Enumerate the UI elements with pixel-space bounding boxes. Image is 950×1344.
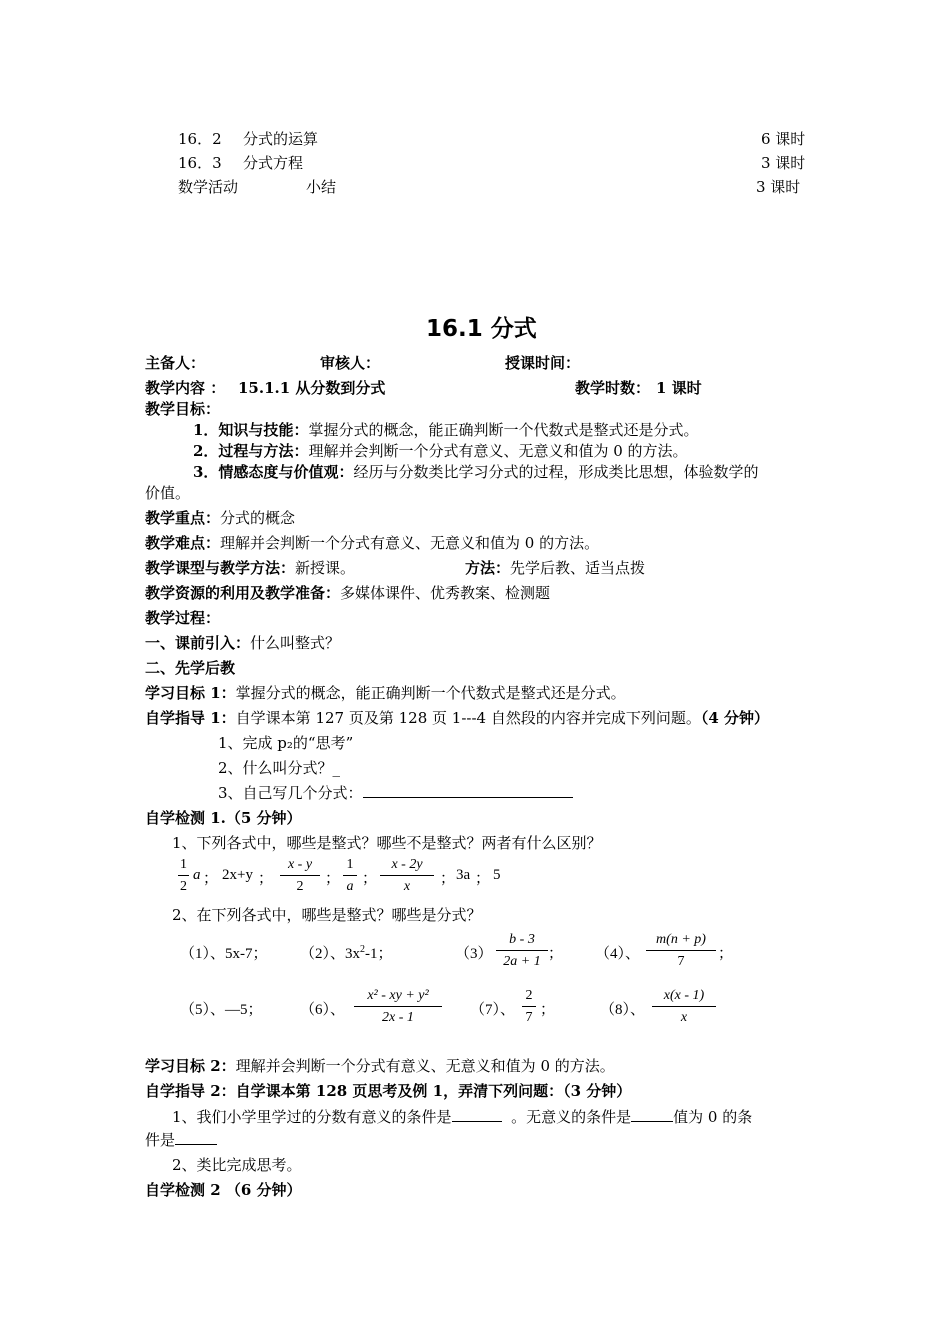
expr-sep: ； — [475, 871, 491, 887]
guide-2-item-1-b: 。无意义的条件是 — [511, 1108, 632, 1126]
difficulty-text: 理解并会判断一个分式有意义、无意义和值为 0 的方法。 — [220, 534, 600, 552]
fraction-denominator: 2 — [296, 879, 304, 894]
toc-hours: 6 课时 — [761, 130, 806, 148]
goal-3 — [193, 461, 758, 482]
fraction-numerator: x(x - 1) — [663, 988, 705, 1003]
q2-item-2-exp: 2 — [360, 944, 366, 955]
guide-2-item-1-cont — [145, 1129, 217, 1150]
hours-label: 教学时数： — [575, 379, 651, 397]
fraction-denominator: x — [680, 1010, 688, 1025]
expr-var: a — [193, 867, 201, 883]
guide-1-item-text: 3、自己写几个分式： — [218, 784, 363, 802]
guide-1-item — [218, 782, 573, 803]
answer-blank[interactable] — [631, 1107, 673, 1122]
goal-2-label: 2．过程与方法： — [193, 442, 309, 460]
fraction — [522, 987, 536, 1027]
fraction-bar — [496, 950, 548, 951]
toc-num: 16．3 — [178, 154, 222, 172]
fraction-denominator: 2a + 1 — [503, 954, 541, 969]
fraction — [178, 856, 189, 896]
preparer-label: 主备人： — [145, 354, 206, 372]
goal-3-cont: 价值。 — [145, 484, 191, 502]
resources-text: 多媒体课件、优秀教案、检测题 — [340, 584, 551, 602]
study-goal-2-label: 学习目标 2： — [145, 1057, 236, 1075]
section-title: 16.1 分式 — [426, 316, 537, 342]
goal-1-text: 掌握分式的概念，能正确判断一个代数式是整式还是分式。 — [308, 421, 699, 439]
expr-sep: ； — [548, 946, 564, 962]
guide-2-item-1-d: 件是 — [145, 1131, 176, 1149]
method — [465, 557, 645, 578]
guide-2-item-1-c: 值为 0 的条 — [673, 1108, 753, 1126]
goals-label: 教学目标： — [145, 400, 221, 418]
check-1-heading: 自学检测 1.（5 分钟） — [145, 809, 302, 827]
key-point-label: 教学重点： — [145, 509, 221, 527]
goal-1 — [193, 419, 698, 440]
fraction-bar — [522, 1006, 536, 1007]
goal-2 — [193, 440, 688, 461]
fraction — [496, 931, 548, 971]
key-point-text: 分式的概念 — [220, 509, 296, 527]
answer-blank[interactable] — [175, 1130, 217, 1145]
toc-num: 16．2 — [178, 130, 222, 148]
fraction-denominator: a — [346, 879, 354, 894]
fraction-bar — [354, 1006, 442, 1007]
toc-hours: 3 课时 — [761, 154, 806, 172]
q2-item-2 — [300, 942, 393, 963]
expr-3a: 3a — [456, 867, 471, 883]
q2-item-4-label: （4）、 — [595, 946, 641, 962]
fraction-numerator: b - 3 — [509, 932, 535, 947]
fraction-denominator: 7 — [525, 1010, 533, 1025]
content-label: 教学内容 ： — [145, 379, 226, 397]
expr-sep: ； — [203, 871, 219, 887]
toc-hours: 3 课时 — [756, 178, 801, 196]
method-label: 方法： — [465, 559, 511, 577]
difficulty-label: 教学难点： — [145, 534, 221, 552]
q2-item-5: （5）、—5； — [180, 1002, 263, 1018]
guide-1-text: 自学课本第 127 页及第 128 页 1---4 自然段的内容并完成下列问题。 — [235, 709, 701, 727]
goal-1-label: 1．知识与技能： — [193, 421, 309, 439]
fraction-denominator: 2 — [180, 879, 187, 894]
study-goal-2-text: 理解并会判断一个分式有意义、无意义和值为 0 的方法。 — [235, 1057, 615, 1075]
fraction-bar — [343, 875, 357, 876]
expr-5: 5 — [493, 867, 501, 883]
q2-item-8-label: （8）、 — [600, 1002, 646, 1018]
content-value: 15.1.1 从分数到分式 — [238, 379, 386, 397]
q2-item-2-pre: （2）、3x — [300, 946, 361, 962]
fraction-bar — [646, 950, 716, 951]
q2-item-3-label: （3） — [455, 946, 493, 962]
fraction-bar — [178, 875, 189, 876]
guide-1 — [145, 707, 769, 728]
toc-num: 数学活动 — [178, 178, 239, 196]
guide-1-label: 自学指导 1： — [145, 709, 236, 727]
expr-sep: ； — [362, 871, 378, 887]
guide-2-item-1-a: 1、我们小学里学过的分数有意义的条件是 — [172, 1108, 452, 1126]
answer-blank[interactable] — [452, 1107, 502, 1122]
expr-2x-plus-y: 2x+y — [222, 867, 253, 883]
intro-label: 一、课前引入： — [145, 634, 251, 652]
fraction — [280, 856, 320, 896]
expr-sep: ； — [325, 871, 341, 887]
fraction-bar — [280, 875, 320, 876]
fraction-numerator: x² - xy + y² — [367, 988, 429, 1003]
guide-1-time: （4 分钟） — [700, 709, 770, 727]
q2-item-2-post: -1； — [365, 946, 393, 962]
fraction — [343, 856, 357, 896]
fraction-numerator: 1 — [180, 857, 187, 872]
process-label: 教学过程： — [145, 609, 221, 627]
fraction-numerator: x - y — [287, 857, 313, 872]
expr-sep: ； — [718, 946, 734, 962]
fraction — [380, 856, 434, 896]
study-goal-1-label: 学习目标 1： — [145, 684, 236, 702]
goal-2-text: 理解并会判断一个分式有意义、无意义和值为 0 的方法。 — [308, 442, 688, 460]
expr-sep: ； — [540, 1002, 556, 1018]
question-1: 1、下列各式中，哪些是整式？哪些不是整式？两者有什么区别？ — [172, 834, 602, 852]
toc-title: 分式方程 — [243, 154, 304, 172]
goal-3-text: 经历与分数类比学习分式的过程，形成类比思想，体验数学的 — [353, 463, 759, 481]
method-text: 先学后教、适当点拨 — [510, 559, 646, 577]
lesson-type-label: 教学课型与教学方法： — [145, 559, 296, 577]
guide-2-item-1 — [172, 1106, 752, 1127]
study-goal-1-text: 掌握分式的概念，能正确判断一个代数式是整式还是分式。 — [235, 684, 626, 702]
guide-2: 自学指导 2：自学课本第 128 页思考及例 1，弄清下列问题：（3 分钟） — [145, 1082, 632, 1100]
fraction — [646, 931, 716, 971]
resources — [145, 582, 550, 603]
guide-2-item-2: 2、类比完成思考。 — [172, 1156, 302, 1174]
expr-sep: ； — [258, 871, 274, 887]
resources-label: 教学资源的利用及教学准备： — [145, 584, 341, 602]
intro-text: 什么叫整式？ — [250, 634, 341, 652]
q2-item-6-label: （6）、 — [300, 1002, 346, 1018]
fraction-denominator: 7 — [677, 954, 685, 969]
reviewer-label: 审核人： — [320, 354, 381, 372]
fraction-numerator: m(n + p) — [656, 932, 706, 947]
goal-3-label: 3．情感态度与价值观： — [193, 463, 354, 481]
q2-item-7-label: （7）、 — [470, 1002, 516, 1018]
fraction — [354, 987, 442, 1027]
key-point — [145, 507, 295, 528]
fraction — [652, 987, 716, 1027]
fraction-bar — [652, 1006, 716, 1007]
toc-title: 分式的运算 — [243, 130, 319, 148]
part-2-heading: 二、先学后教 — [145, 659, 236, 677]
check-2-heading: 自学检测 2 （6 分钟） — [145, 1181, 302, 1199]
intro — [145, 632, 340, 653]
answer-blank[interactable] — [363, 783, 573, 798]
study-goal-2 — [145, 1055, 615, 1076]
fraction-bar — [380, 875, 434, 876]
fraction-numerator: 1 — [346, 857, 354, 872]
time-label: 授课时间： — [505, 354, 581, 372]
guide-1-item: 2、什么叫分式？_ — [218, 759, 341, 777]
fraction-numerator: x - 2y — [391, 857, 423, 872]
fraction-numerator: 2 — [525, 988, 533, 1003]
fraction-denominator: 2x - 1 — [382, 1010, 414, 1025]
difficulty — [145, 532, 599, 553]
lesson-type — [145, 557, 355, 578]
question-2: 2、在下列各式中，哪些是整式？哪些是分式？ — [172, 906, 482, 924]
q2-item-1: （1）、5x-7； — [180, 946, 268, 962]
hours-value: 1 课时 — [656, 379, 702, 397]
study-goal-1 — [145, 682, 626, 703]
guide-1-item: 1、完成 p₂的“思考” — [218, 734, 354, 752]
expr-sep: ； — [440, 871, 456, 887]
lesson-type-text: 新授课。 — [295, 559, 356, 577]
fraction-denominator: x — [403, 879, 411, 894]
toc-title: 小结 — [306, 178, 337, 196]
